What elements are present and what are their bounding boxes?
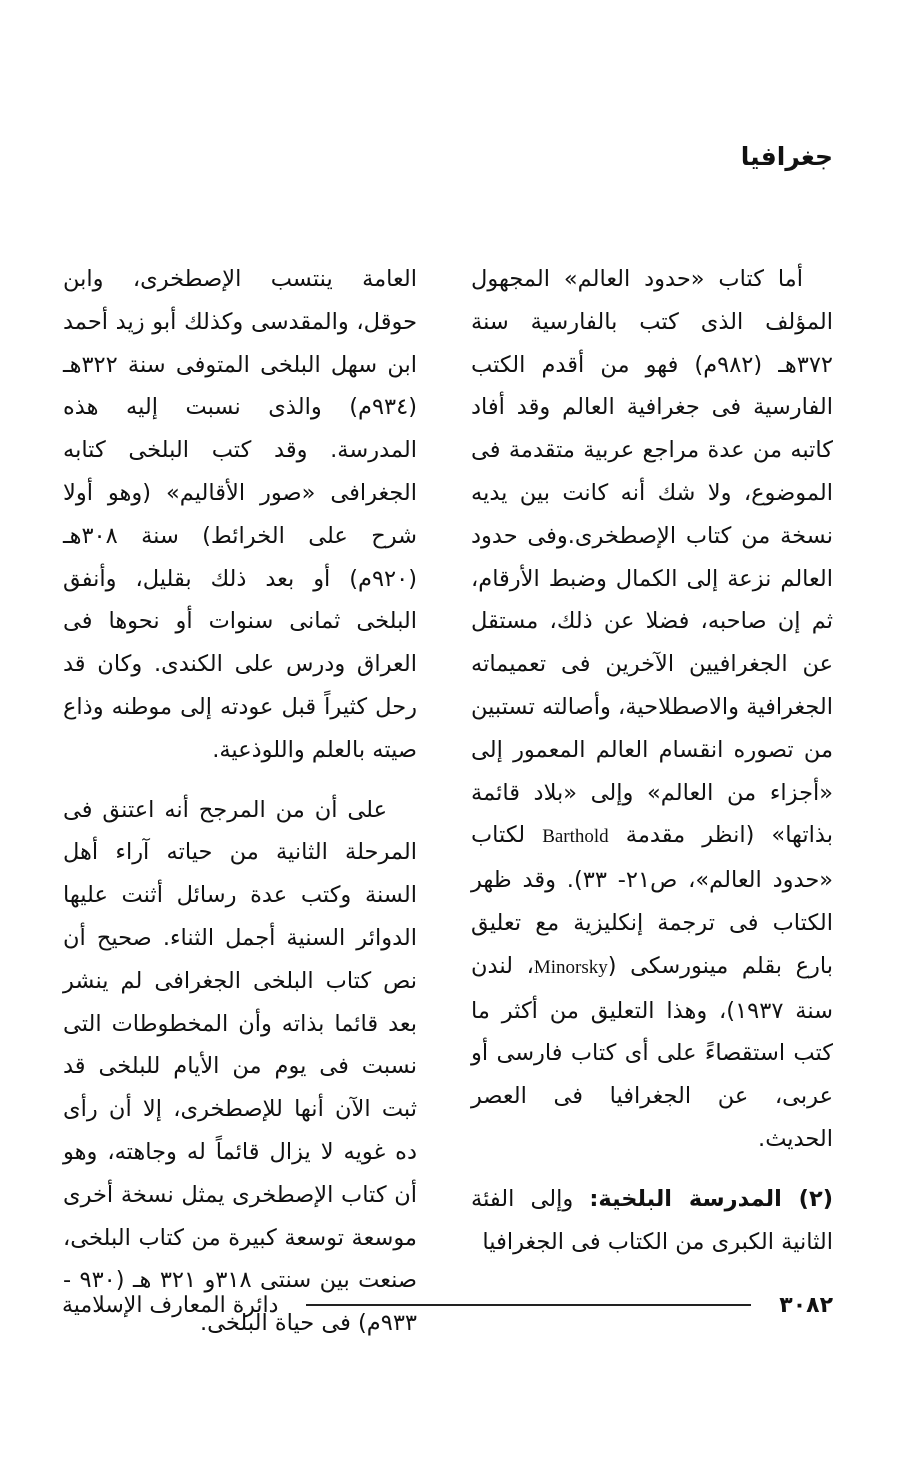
page-number: ٣٠٨٢	[779, 1292, 833, 1318]
section-heading-balkhi-school: (٢) المدرسة البلخية:	[589, 1185, 833, 1212]
paragraph-text: أما كتاب «حدود العالم» المجهول المؤلف الذى كتب بالفارسية سنة ٣٧٢هـ (٩٨٢م) فهو من أقدم الكتب الفارسية فى جغرافية العالم وقد أفاد كاتبه من عدة مراجع عربية متقدمة فى الموضوع، ولا شك أنه كانت بين يديه نسخة من كتاب الإصطخرى.وفى حدود العالم نزعة إلى الكمال وضبط الأرقام، ثم إن صاحبه، فضلا عن ذلك، مستقل عن الجغرافيين الآخرين فى تعميماته الجغرافية والاصطلاحية، وأصالته تستبين من تصوره انقسام العالم المعمور إلى «أجزاء من العالم» وإلى «بلاد قائمة بذاتها» (انظر مقدمة	[471, 266, 834, 849]
paragraph-hudud-al-alam	[471, 258, 833, 1161]
paragraph-balkhi-sunni: على أن من المرجح أنه اعتنق فى المرحلة الثانية من حياته آراء أهل السنة وكتب عدة رسائل أثنت عليها الدوائر السنية أجمل الثناء. صحيح أن نص كتاب البلخى الجغرافى لم ينشر بعد قائما بذاته وأن المخطوطات التى نسبت فى يوم من الأيام للبلخى قد ثبت الآن أنها للإصطخرى، إلا أن رأى ده غويه لا يزال قائماً له وجاهته، وهو أن كتاب الإصطخرى يمثل نسخة أخرى موسعة توسعة كبيرة من كتاب البلخى، صنعت بين سنتى ٣١٨و ٣٢١ هـ (٩٣٠ - ٩٣٣م) فى حياة البلخى.	[63, 796, 417, 1337]
paragraph-balkhi-intro: العامة ينتسب الإصطخرى، وابن حوقل، والمقدسى وكذلك أبو زيد أحمد ابن سهل البلخى المتوفى سنة ٣٢٢هـ (٩٣٤م) والذى نسبت إليه هذه المدرسة. وقد كتب البلخى كتابه الجغرافى «صور الأقاليم» (وهو أولا شرح على الخرائط) سنة ٣٠٨هـ (٩٢٠م) أو بعد ذلك بقليل، وأنفق البلخى ثمانى سنوات أو نحوها فى العراق ودرس على الكندى. وكان قد رحل كثيراً قبل عودته إلى موطنه وذاع صيته بالعلم واللوذعية.	[63, 266, 417, 763]
paragraph-text: وإلى الفئة الثانية الكبرى من الكتاب فى الجغرافيا	[471, 1185, 833, 1255]
page-header-title: جغرافيا	[740, 142, 833, 171]
paragraph-text: لكتاب «حدود العالم»، ص٢١- ٣٣). وقد ظهر الكتاب فى ترجمة إنكليزية مع تعليق بارع بقلم مينورسكى (	[471, 822, 833, 979]
page-footer	[62, 1290, 833, 1320]
paragraph-text: ، لندن سنة ١٩٣٧)، وهذا التعليق من أكثر ما كتب استقصاءً على أى كتاب فارسى أو عربى، عن الجغرافيا فى العصر الحديث.	[471, 952, 833, 1152]
latin-name-minorsky: Minorsky	[533, 956, 608, 978]
paragraph-balkhi-school	[471, 1178, 833, 1264]
latin-name-barthold: Barthold	[542, 826, 609, 848]
publication-title: دائرة المعارف الإسلامية	[62, 1292, 279, 1318]
left-text-column	[63, 258, 417, 1362]
footer-divider	[306, 1304, 751, 1306]
right-text-column	[471, 258, 833, 1280]
